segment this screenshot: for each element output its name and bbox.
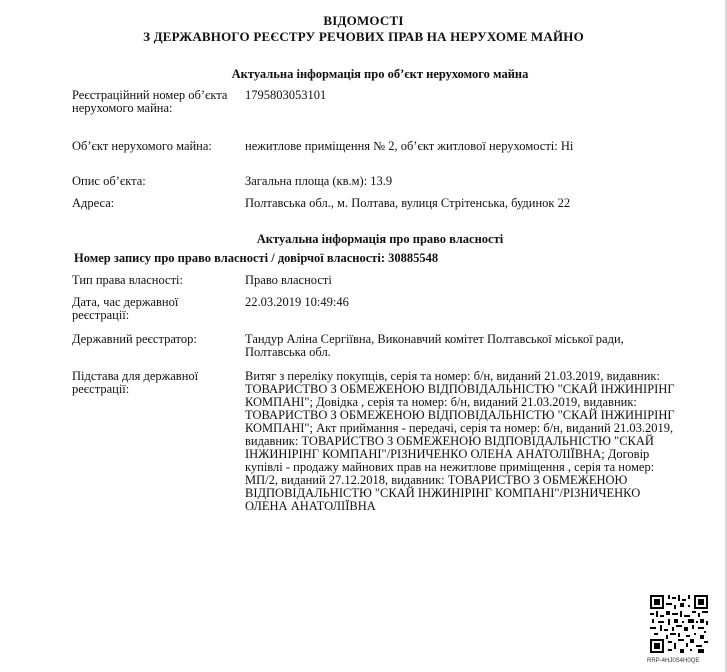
field-label-registration-number: Реєстраційний номер об’єкта нерухомого майна: bbox=[72, 88, 228, 115]
field-label-registrar: Державний реєстратор: bbox=[72, 332, 197, 346]
document-code: RRP-4HJ0S4H0QE bbox=[647, 658, 700, 664]
field-value-registration-number: 1795803053101 bbox=[245, 88, 327, 102]
field-value-basis: Витяг з переліку покупців, серія та номер: б/н, виданий 21.03.2019, видавник: ТОВАРИСТВО З ОБМЕЖЕНОЮ ВІДПОВІДАЛЬНІСТЮ "СКАЙ ІНЖИНІРІНГ КОМПАНІ"; Довідка , серія та номер: б/н, виданий 21.03.2019, видавник: ТОВАРИСТВО З ОБМЕЖЕНОЮ ВІДПОВІДАЛЬНІСТЮ "СКАЙ ІНЖИНІРІНГ КОМПАНІ"; Акт приймання - передачі, серія та номер: б/н, виданий 21.03.2019, видавник: ТОВАРИСТВО З ОБМЕЖЕНОЮ ВІДПОВІДАЛЬНІСТЮ "СКАЙ ІНЖИНІРІНГ КОМПАНІ"/РІЗНИЧЕНКО ОЛЕНА АНАТОЛІЇВНА; Договір купівлі - продажу майнових прав на нежитлове приміщення , серія та номер: МП/2, виданий 27.12.2018, видавник: ТОВАРИСТВО З ОБМЕЖЕНОЮ ВІДПОВІДАЛЬНІСТЮ "СКАЙ ІНЖИНІРІНГ КОМПАНІ"/РІЗНИЧЕНКО ОЛЕНА АНАТОЛІЇВНА bbox=[245, 369, 675, 513]
document-title: ВІДОМОСТІ bbox=[323, 13, 404, 28]
field-value-description: Загальна площа (кв.м): 13.9 bbox=[245, 174, 393, 188]
field-value-registration-date: 22.03.2019 10:49:46 bbox=[245, 295, 349, 309]
object-section-heading: Актуальна інформація про об’єкт нерухомого майна bbox=[231, 67, 529, 81]
field-label-registration-date: Дата, час державної реєстрації: bbox=[72, 295, 179, 322]
field-value-address: Полтавська обл., м. Полтава, вулиця Стрітенська, будинок 22 bbox=[245, 196, 571, 210]
field-value-right-type: Право власності bbox=[245, 273, 332, 287]
field-label-right-type: Тип права власності: bbox=[72, 273, 184, 287]
record-number: Номер запису про право власності / довірчої власності: 30885548 bbox=[74, 251, 439, 265]
field-value-registrar: Тандур Аліна Сергіївна, Виконавчий комітет Полтавської міської ради, Полтавська обл. bbox=[245, 332, 624, 359]
field-label-description: Опис об’єкта: bbox=[72, 174, 146, 188]
document-subtitle: З ДЕРЖАВНОГО РЕЄСТРУ РЕЧОВИХ ПРАВ НА НЕРУХОМЕ МАЙНО bbox=[143, 29, 584, 44]
field-value-object: нежитлове приміщення № 2, об’єкт житлової нерухомості: Ні bbox=[245, 139, 574, 153]
qr-code-icon bbox=[650, 595, 708, 653]
field-label-object: Об’єкт нерухомого майна: bbox=[72, 139, 212, 153]
field-label-basis: Підстава для державної реєстрації: bbox=[72, 369, 199, 396]
field-label-address: Адреса: bbox=[72, 196, 115, 210]
rights-section-heading: Актуальна інформація про право власності bbox=[256, 232, 504, 246]
